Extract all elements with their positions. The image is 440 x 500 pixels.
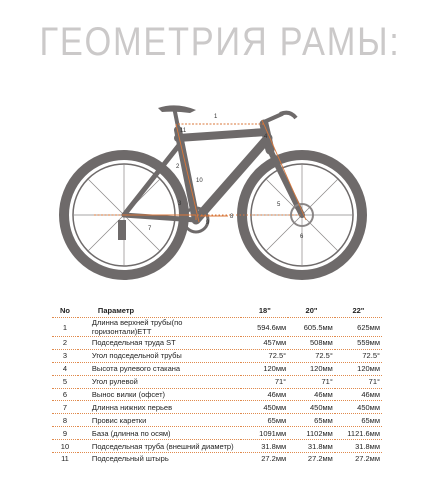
top-tube: [178, 132, 266, 138]
header-param: Параметр: [78, 303, 242, 318]
table-row: [52, 388, 382, 401]
row-value-22: 65мм: [335, 414, 382, 427]
row-number: 9: [52, 427, 78, 440]
diagram-label-4: 4: [264, 134, 268, 140]
row-value-20: 1102мм: [288, 427, 335, 440]
row-value-18: 120мм: [241, 362, 288, 375]
row-value-22: 31.8мм: [335, 440, 382, 453]
row-value-18: 71°: [241, 375, 288, 388]
rear-derailleur: [118, 220, 126, 240]
row-value-22: 71°: [335, 375, 382, 388]
row-parameter: База (длинна по осям): [78, 427, 242, 440]
header-no: No: [52, 303, 78, 318]
row-parameter: Провис каретки: [78, 414, 242, 427]
row-parameter: Высота рулевого стакана: [78, 362, 242, 375]
table-row: [52, 414, 382, 427]
row-value-22: 450мм: [335, 401, 382, 414]
table-row: [52, 375, 382, 388]
table-row: [52, 440, 382, 453]
diagram-label-9: 9: [206, 220, 210, 226]
row-value-20: 72.5°: [288, 349, 335, 362]
diagram-label-11: 11: [180, 128, 187, 134]
table-row: [52, 453, 382, 465]
table-row: [52, 427, 382, 440]
row-value-18: 27.2мм: [241, 453, 288, 465]
diagram-label-3: 3: [178, 201, 182, 207]
row-value-22: 46мм: [335, 388, 382, 401]
row-value-22: 27.2мм: [335, 453, 382, 465]
diagram-label-5: 5: [277, 202, 281, 208]
row-parameter: Угол подседельной трубы: [78, 349, 242, 362]
row-value-20: 71°: [288, 375, 335, 388]
row-parameter: Длинна нижних перьев: [78, 401, 242, 414]
row-value-20: 31.8мм: [288, 440, 335, 453]
table-row: [52, 349, 382, 362]
diagram-label-1: 1: [214, 114, 218, 120]
diagram-label-2: 2: [176, 164, 180, 170]
row-value-20: 46мм: [288, 388, 335, 401]
row-number: 4: [52, 362, 78, 375]
row-value-18: 31.8мм: [241, 440, 288, 453]
diagram-label-8: 8: [230, 214, 234, 220]
row-value-18: 72.5°: [241, 349, 288, 362]
diagram-label-10: 10: [196, 178, 203, 184]
row-number: 11: [52, 453, 78, 465]
row-number: 10: [52, 440, 78, 453]
row-value-18: 46мм: [241, 388, 288, 401]
page-title: ГЕОМЕТРИЯ РАМЫ:: [39, 20, 401, 64]
row-value-22: 625мм: [335, 318, 382, 337]
row-number: 1: [52, 318, 78, 337]
row-number: 2: [52, 337, 78, 350]
row-value-18: 1091мм: [241, 427, 288, 440]
row-number: 8: [52, 414, 78, 427]
row-value-20: 65мм: [288, 414, 335, 427]
row-value-22: 72.5°: [335, 349, 382, 362]
row-value-20: 508мм: [288, 337, 335, 350]
row-parameter: Подседельная труба (внешний диаметр): [78, 440, 242, 453]
row-parameter: Подседельная труда ST: [78, 337, 242, 350]
row-number: 6: [52, 388, 78, 401]
bike-geometry-diagram: [0, 92, 440, 282]
row-value-18: 457мм: [241, 337, 288, 350]
table-row: [52, 362, 382, 375]
header-size-22: 22": [335, 303, 382, 318]
row-value-18: 450мм: [241, 401, 288, 414]
geometry-table: [52, 303, 382, 465]
row-value-18: 65мм: [241, 414, 288, 427]
row-value-22: 559мм: [335, 337, 382, 350]
row-value-20: 120мм: [288, 362, 335, 375]
table-row: [52, 401, 382, 414]
stem: [264, 114, 282, 122]
diagram-label-7: 7: [148, 226, 152, 232]
row-value-20: 27.2мм: [288, 453, 335, 465]
row-parameter: Длинна верхней трубы(по горизонтали)ЕТТ: [78, 318, 242, 337]
row-parameter: Вынос вилки (офсет): [78, 388, 242, 401]
row-value-22: 120мм: [335, 362, 382, 375]
row-number: 7: [52, 401, 78, 414]
row-parameter: Подседельный штырь: [78, 453, 242, 465]
row-number: 3: [52, 349, 78, 362]
table-row: [52, 318, 382, 337]
header-size-20: 20": [288, 303, 335, 318]
row-parameter: Угол рулевой: [78, 375, 242, 388]
diagram-label-6: 6: [300, 234, 304, 240]
table-row: [52, 337, 382, 350]
row-value-20: 450мм: [288, 401, 335, 414]
header-size-18: 18": [241, 303, 288, 318]
row-value-20: 605.5мм: [288, 318, 335, 337]
row-value-18: 594.6мм: [241, 318, 288, 337]
row-value-22: 1121.6мм: [335, 427, 382, 440]
row-number: 5: [52, 375, 78, 388]
